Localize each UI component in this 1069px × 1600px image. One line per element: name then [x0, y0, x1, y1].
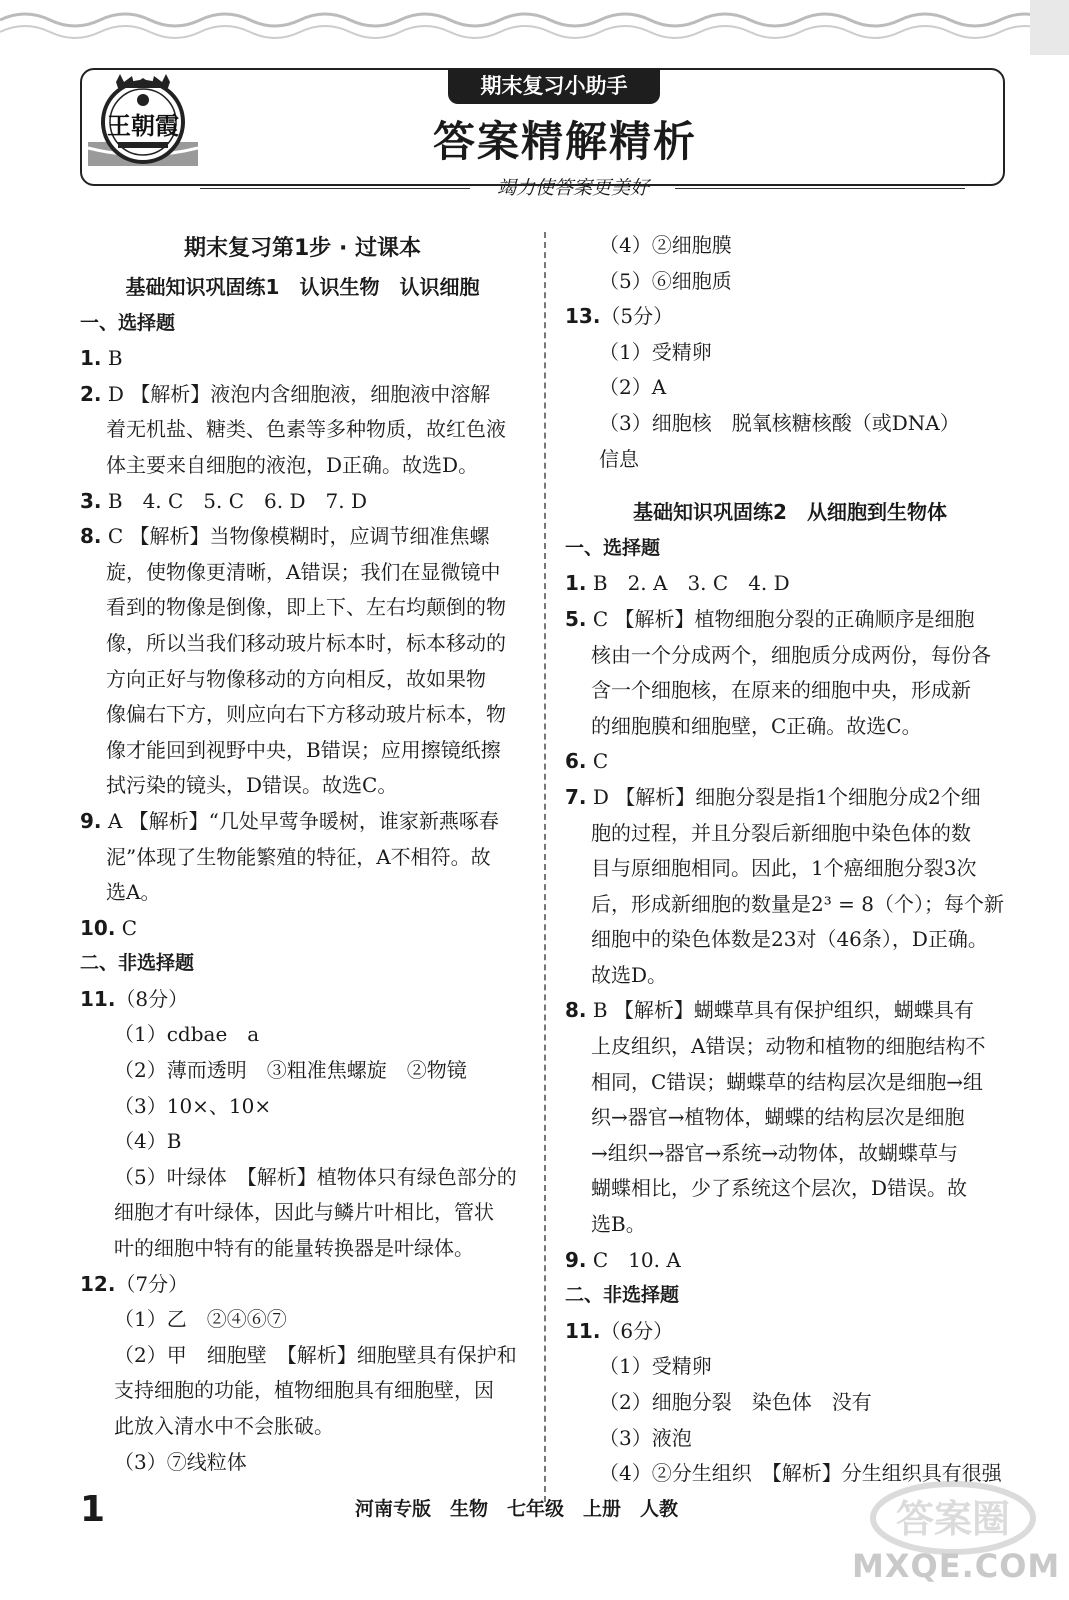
answer-line — [80, 911, 525, 947]
answer-text: A 【解析】“几处早莺争暖树，谁家新燕啄春 — [101, 808, 499, 833]
answer-text: （2）细胞分裂 染色体 没有 — [599, 1390, 872, 1414]
answer-text: （1）乙 ②④⑥⑦ — [114, 1307, 287, 1332]
answer-text: B — [101, 346, 123, 371]
answer-text: （3）液泡 — [599, 1425, 692, 1450]
question-number: 1. — [80, 346, 102, 371]
answer-line — [80, 1089, 525, 1125]
logo-lettering: 王朝霞 — [107, 111, 179, 140]
answer-text: 拭污染的镜头，D错误。故选C。 — [106, 773, 398, 798]
answer-line — [565, 228, 1015, 264]
answer-text: 细胞才有叶绿体，因此与鳞片叶相比，管状 — [114, 1200, 494, 1225]
answer-line — [565, 638, 1015, 674]
answer-text: 上皮组织，A错误；动物和植物的细胞结构不 — [591, 1034, 986, 1059]
answer-text: B 2. A 3. C 4. D — [586, 571, 790, 596]
page-title: 答案精解精析 — [432, 117, 697, 166]
answer-line — [565, 993, 1015, 1029]
answer-text: 后，形成新细胞的数量是2³ = 8（个）；每个新 — [591, 891, 1004, 916]
answer-line — [565, 1349, 1015, 1385]
column-divider — [544, 232, 546, 1502]
top-wave-decoration — [0, 0, 1069, 55]
answer-line — [80, 228, 525, 270]
answer-line — [80, 1373, 525, 1409]
question-number: 12. — [80, 1271, 116, 1296]
answer-line — [80, 377, 525, 413]
answer-line — [565, 299, 1015, 335]
answer-line — [80, 662, 525, 698]
answer-text: 的细胞膜和细胞壁，C正确。故选C。 — [591, 713, 922, 738]
answer-text: （3）细胞核 脱氧核糖核酸（或DNA） — [599, 410, 960, 435]
answer-line — [80, 1338, 525, 1374]
header-banner: 期末复习小助手 — [448, 68, 660, 104]
answer-text: 目与原细胞相同。因此，1个癌细胞分裂3次 — [591, 856, 977, 881]
answer-text: 着无机盐、糖类、色素等多种物质，故红色液 — [106, 417, 506, 442]
answer-text: （1）受精卵 — [599, 339, 712, 364]
answer-text: （4）B — [114, 1129, 182, 1154]
answer-line — [80, 1302, 525, 1338]
answer-line — [80, 1053, 525, 1089]
answer-text: （3）⑦线粒体 — [114, 1449, 247, 1474]
answer-text: （3）10×、10× — [114, 1093, 272, 1118]
answer-line — [80, 1409, 525, 1445]
answer-text: C — [586, 749, 609, 774]
answer-text: 细胞中的染色体数是23对（46条），D正确。 — [591, 927, 988, 952]
answer-text: D 【解析】细胞分裂是指1个细胞分成2个细 — [586, 784, 981, 809]
answer-text: 方向正好与物像移动的方向相反，故如果物 — [106, 666, 486, 691]
answer-text: →组织→器官→系统→动物体，故蝴蝶草与 — [591, 1140, 959, 1165]
answer-text: （1）受精卵 — [599, 1354, 712, 1379]
question-number: 8. — [565, 998, 587, 1023]
answer-line — [80, 768, 525, 804]
answer-line — [565, 673, 1015, 709]
answer-text: （8分） — [115, 986, 189, 1011]
answer-line — [565, 335, 1015, 371]
answer-text: 期末复习第1步 · 过课本 — [184, 236, 421, 261]
answer-line — [80, 555, 525, 591]
answer-line — [565, 780, 1015, 816]
answer-line — [80, 875, 525, 911]
answer-text: 看到的物像是倒像，即上下、左右均颠倒的物 — [106, 595, 506, 620]
answer-text: B 【解析】蝴蝶草具有保护组织，蝴蝶具有 — [586, 998, 974, 1023]
answer-text: 叶的细胞中特有的能量转换器是叶绿体。 — [114, 1236, 474, 1261]
answer-line — [80, 270, 525, 306]
watermark-lettering: 答案圈 — [895, 1497, 1011, 1541]
answer-text: 蝴蝶相比，少了系统这个层次，D错误。故 — [591, 1176, 968, 1201]
answer-column-right — [565, 228, 1015, 1492]
question-number: 11. — [80, 986, 116, 1011]
answer-line — [565, 887, 1015, 923]
answer-line — [80, 1124, 525, 1160]
question-number: 11. — [565, 1318, 601, 1343]
answer-text: 像偏右下方，则应向右下方移动玻片标本，物 — [106, 702, 506, 727]
answer-line — [80, 448, 525, 484]
answer-text: 体主要来自细胞的液泡，D正确。故选D。 — [106, 452, 479, 477]
question-number: 8. — [80, 524, 102, 549]
answer-text: 二、非选择题 — [565, 1284, 680, 1307]
answer-text: 故选D。 — [591, 962, 668, 987]
answer-text: 一、选择题 — [565, 536, 661, 559]
answer-line — [565, 264, 1015, 300]
answer-line — [565, 1029, 1015, 1065]
answer-line — [565, 1207, 1015, 1243]
answer-line — [565, 744, 1015, 780]
answer-line — [565, 922, 1015, 958]
answer-line — [80, 1017, 525, 1053]
answer-text: 一、选择题 — [80, 311, 176, 334]
answer-line — [565, 1385, 1015, 1421]
answer-line — [565, 958, 1015, 994]
answer-text: 含一个细胞核，在原来的细胞中央，形成新 — [591, 678, 971, 703]
page-number: 1 — [80, 1489, 106, 1530]
answer-line — [565, 495, 1015, 531]
answer-text: 像才能回到视野中央，B错误；应用擦镜纸擦 — [106, 737, 501, 762]
answer-text: 织→器官→植物体，蝴蝶的结构层次是细胞 — [591, 1105, 965, 1130]
answer-column-left — [80, 228, 525, 1480]
header-rule-left — [200, 188, 470, 189]
question-number: 2. — [80, 381, 102, 406]
answer-line — [565, 1243, 1015, 1279]
answer-line — [80, 412, 525, 448]
answer-text: C 【解析】植物细胞分裂的正确顺序是细胞 — [586, 606, 975, 631]
answer-line — [565, 1136, 1015, 1172]
answer-line — [565, 1314, 1015, 1350]
answer-line — [565, 851, 1015, 887]
answer-line — [565, 566, 1015, 602]
answer-line — [80, 1231, 525, 1267]
answer-text: （7分） — [115, 1271, 189, 1296]
answer-line — [565, 531, 1015, 567]
answer-text: （4）②细胞膜 — [599, 233, 732, 257]
question-number: 13. — [565, 304, 601, 329]
answer-line — [565, 709, 1015, 745]
answer-text: 信息 — [599, 446, 639, 471]
answer-line — [565, 602, 1015, 638]
answer-text: （1）cdbae a — [114, 1022, 260, 1047]
answer-line — [565, 442, 1015, 478]
answer-text: 支持细胞的功能，植物细胞具有细胞壁，因 — [114, 1378, 494, 1403]
answer-text: （2）A — [599, 375, 667, 400]
answer-text: （6分） — [600, 1318, 674, 1343]
answer-text: 旋，使物像更清晰，A错误；我们在显微镜中 — [106, 559, 501, 584]
answer-text: C 【解析】当物像模糊时，应调节细准焦螺 — [101, 524, 490, 549]
answer-line — [565, 1065, 1015, 1101]
answer-line — [80, 982, 525, 1018]
answer-line — [80, 306, 525, 342]
answer-text: 基础知识巩固练1 认识生物 认识细胞 — [125, 275, 480, 299]
answer-line — [80, 341, 525, 377]
answer-line — [80, 519, 525, 555]
edition-info: 河南专版 生物 七年级 上册 人教 — [355, 1498, 679, 1520]
answer-line — [565, 816, 1015, 852]
answer-text: B 4. C 5. C 6. D 7. D — [101, 488, 368, 513]
answer-text: D 【解析】液泡内含细胞液，细胞液中溶解 — [101, 381, 491, 406]
answer-line — [80, 484, 525, 520]
answer-line — [80, 946, 525, 982]
question-number: 6. — [565, 749, 587, 774]
answer-text: 选A。 — [106, 880, 161, 905]
answer-line — [565, 370, 1015, 406]
answer-line — [80, 697, 525, 733]
answer-text: 泥”体现了生物能繁殖的特征，A不相符。故 — [106, 844, 491, 869]
answer-line — [565, 1421, 1015, 1457]
question-number: 9. — [80, 808, 102, 833]
answer-text: 选B。 — [591, 1212, 646, 1237]
answer-line — [80, 1160, 525, 1196]
answer-line — [565, 406, 1015, 442]
answer-text: 胞的过程，并且分裂后新细胞中染色体的数 — [591, 820, 971, 845]
answer-text: C 10. A — [586, 1247, 681, 1272]
answer-text: （2）甲 细胞壁 【解析】细胞壁具有保护和 — [114, 1342, 517, 1367]
answer-line — [80, 590, 525, 626]
answer-text: （5）⑥细胞质 — [599, 268, 732, 293]
answer-line — [80, 1445, 525, 1481]
answer-text: （5分） — [600, 304, 674, 329]
question-number: 10. — [80, 915, 116, 940]
answer-line — [565, 1278, 1015, 1314]
answer-text: （2）薄而透明 ③粗准焦螺旋 ②物镜 — [114, 1058, 467, 1083]
answer-line — [80, 733, 525, 769]
answer-text: （5）叶绿体 【解析】植物体只有绿色部分的 — [114, 1164, 517, 1189]
answer-text: C — [115, 915, 138, 940]
question-number: 9. — [565, 1247, 587, 1272]
answer-line — [80, 1195, 525, 1231]
watermark-site: MXQE.COM — [852, 1547, 1061, 1585]
answer-text: 此放入清水中不会胀破。 — [114, 1414, 334, 1438]
answer-line — [565, 1171, 1015, 1207]
question-number: 7. — [565, 784, 587, 809]
answer-line — [80, 804, 525, 840]
answer-line — [565, 1100, 1015, 1136]
question-number: 3. — [80, 488, 102, 513]
answer-text: 像，所以当我们移动玻片标本时，标本移动的 — [106, 630, 506, 655]
header-rule-right — [675, 188, 965, 189]
answer-text: 相同，C错误；蝴蝶草的结构层次是细胞→组 — [591, 1069, 984, 1094]
brand-logo-icon — [88, 70, 198, 182]
question-number: 5. — [565, 606, 587, 631]
answer-text: 核由一个分成两个，细胞质分成两份，每份各 — [591, 642, 991, 667]
header-slogan: 竭力使答案更美好 — [496, 177, 649, 199]
answer-line — [80, 626, 525, 662]
answer-line — [80, 840, 525, 876]
question-number: 1. — [565, 571, 587, 596]
answer-text: 二、非选择题 — [80, 952, 195, 975]
answer-line — [80, 1267, 525, 1303]
answer-text: （4）②分生组织 【解析】分生组织具有很强 — [599, 1461, 1002, 1486]
answer-line — [565, 477, 1015, 495]
answer-text: 基础知识巩固练2 从细胞到生物体 — [633, 500, 947, 525]
